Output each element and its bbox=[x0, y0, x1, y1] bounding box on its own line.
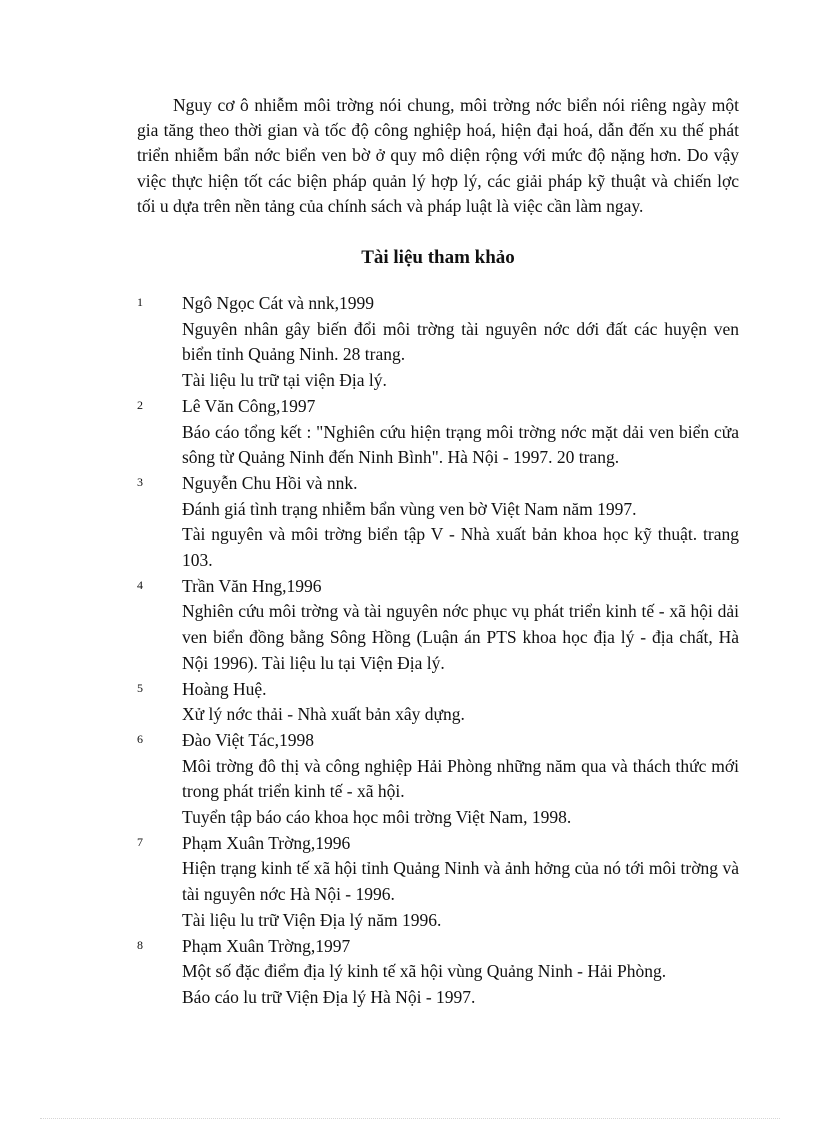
reference-number: 1 bbox=[137, 295, 143, 309]
reference-source: Báo cáo lu trữ Viện Địa lý Hà Nội - 1997. bbox=[182, 986, 476, 1007]
reference-number: 6 bbox=[137, 731, 143, 746]
reference-number: 8 bbox=[137, 937, 143, 952]
reference-title: Nghiên cứu môi trờng và tài nguyên nớc phục vụ phát triển kinh tế - xã hội dải ven biển đồng bằng Sông Hồng (Luận án PTS khoa học địa lý - địa chất, Hà Nội 1996). Tài liệu lu tại Viện Địa lý. bbox=[182, 601, 739, 673]
reference-item bbox=[137, 574, 739, 677]
reference-title: Một số đặc điểm địa lý kinh tế xã hội vùng Quảng Ninh - Hải Phòng. bbox=[182, 961, 667, 982]
reference-author: Phạm Xuân Trờng,1997 bbox=[182, 935, 351, 956]
reference-source: Tài nguyên và môi trờng biển tập V - Nhà xuất bản khoa học kỹ thuật. trang 103. bbox=[182, 524, 739, 571]
reference-number: 4 bbox=[137, 577, 143, 592]
reference-source: Tài liệu lu trữ tại viện Địa lý. bbox=[182, 370, 387, 391]
reference-title: Hiện trạng kinh tế xã hội tỉnh Quảng Ninh và ảnh hởng của nó tới môi trờng và tài nguyên nớc Hà Nội - 1996. bbox=[182, 858, 739, 905]
reference-list bbox=[137, 291, 739, 1011]
reference-author: Ngô Ngọc Cát và nnk,1999 bbox=[182, 293, 374, 313]
reference-author: Phạm Xuân Trờng,1996 bbox=[182, 832, 351, 853]
reference-title: Môi trờng đô thị và công nghiệp Hải Phòng những năm qua và thách thức mới trong phát triển kinh tế - xã hội. bbox=[182, 755, 739, 802]
reference-number: 3 bbox=[137, 474, 143, 489]
reference-author: Đào Việt Tác,1998 bbox=[182, 729, 314, 750]
reference-item bbox=[137, 934, 739, 1011]
reference-author: Trần Văn Hng,1996 bbox=[182, 575, 322, 596]
references-heading: Tài liệu tham khảo bbox=[361, 247, 515, 268]
reference-item bbox=[137, 677, 739, 728]
reference-item bbox=[137, 831, 739, 934]
reference-source: Tuyển tập báo cáo khoa học môi trờng Việt Nam, 1998. bbox=[182, 807, 572, 828]
reference-number: 5 bbox=[137, 680, 143, 695]
reference-source: Tài liệu lu trữ Viện Địa lý năm 1996. bbox=[182, 909, 442, 930]
reference-title: Báo cáo tổng kết : "Nghiên cứu hiện trạng môi trờng nớc mặt dải ven biển cửa sông từ Quảng Ninh đến Ninh Bình". Hà Nội - 1997. 20 trang. bbox=[182, 421, 739, 468]
footer-divider bbox=[40, 1118, 780, 1119]
reference-number: 2 bbox=[137, 397, 143, 412]
reference-author: Lê Văn Công,1997 bbox=[182, 395, 316, 416]
reference-number: 7 bbox=[137, 834, 143, 849]
reference-item bbox=[137, 471, 739, 574]
reference-item bbox=[137, 394, 739, 471]
reference-item bbox=[137, 291, 739, 394]
intro-paragraph: Nguy cơ ô nhiễm môi trờng nói chung, môi trờng nớc biển nói riêng ngày một gia tăng theo thời gian và tốc độ công nghiệp hoá, hiện đại hoá, dẫn đến xu thế phát triển nhiễm bẩn nớc biển ven bờ ở quy mô diện rộng với mức độ nặng hơn. Do vậy việc thực hiện tốt các biện pháp quản lý hợp lý, các giải pháp kỹ thuật và chiến lợc tối u dựa trên nền tảng của chính sách và pháp luật là việc cần làm ngay. bbox=[137, 95, 739, 216]
reference-title: Đánh giá tình trạng nhiễm bẩn vùng ven bờ Việt Nam năm 1997. bbox=[182, 498, 637, 519]
reference-item bbox=[137, 728, 739, 831]
reference-author: Hoàng Huệ. bbox=[182, 678, 267, 699]
reference-title: Xử lý nớc thải - Nhà xuất bản xây dựng. bbox=[182, 704, 465, 725]
reference-author: Nguyễn Chu Hồi và nnk. bbox=[182, 472, 358, 493]
reference-title: Nguyên nhân gây biến đổi môi trờng tài nguyên nớc dới đất các huyện ven biển tỉnh Quảng Ninh. 28 trang. bbox=[182, 318, 739, 365]
